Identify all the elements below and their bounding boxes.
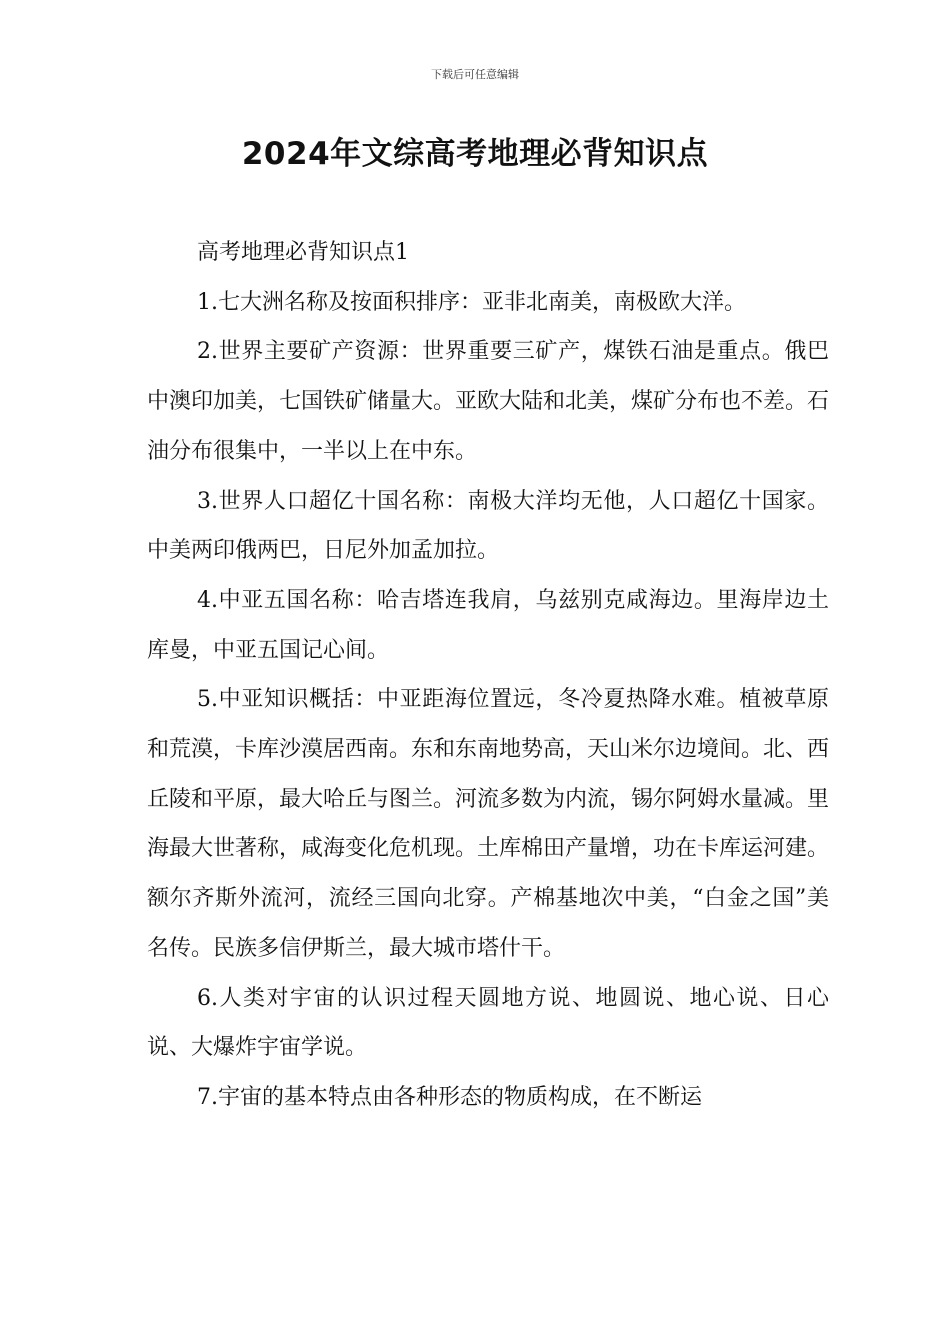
document-title: 2024年文综高考地理必背知识点 bbox=[241, 136, 709, 172]
paragraph-1: 1.七大洲名称及按面积排序：亚非北南美，南极欧大洋。 bbox=[197, 289, 746, 315]
paragraph-5: 5.中亚知识概括：中亚距海位置远，冬冷夏热降水难。植被草原和荒漠，卡库沙漠居西南。东和东南地势高，天山米尔边境间。北、西丘陵和平原，最大哈丘与图兰。河流多数为内流，锡尔阿姆水量减。里海最大世著称，咸海变化危机现。土库棉田产量增，功在卡库运河建。额尔齐斯外流河，流经三国向北穿。产棉基地次中美，“白金之国”美名传。民族多信伊斯兰，最大城市塔什干。 bbox=[147, 687, 830, 961]
header-note: 下载后可任意编辑 bbox=[431, 68, 519, 81]
paragraph-4: 4.中亚五国名称：哈吉塔连我肩，乌兹别克咸海边。里海岸边土库曼，中亚五国记心间。 bbox=[147, 587, 829, 663]
document-body bbox=[147, 228, 829, 1123]
paragraph-heading: 高考地理必背知识点1 bbox=[197, 240, 409, 265]
paragraph-6: 6.人类对宇宙的认识过程天圆地方说、地圆说、地心说、日心说、大爆炸宇宙学说。 bbox=[147, 985, 829, 1061]
paragraph-7: 7.宇宙的基本特点由各种形态的物质构成，在不断运 bbox=[197, 1084, 702, 1110]
paragraph-2: 2.世界主要矿产资源：世界重要三矿产，煤铁石油是重点。俄巴中澳印加美，七国铁矿储量大。亚欧大陆和北美，煤矿分布也不差。石油分布很集中，一半以上在中东。 bbox=[147, 339, 830, 464]
paragraph-3: 3.世界人口超亿十国名称：南极大洋均无他，人口超亿十国家。中美两印俄两巴，日尼外加孟加拉。 bbox=[147, 488, 829, 564]
